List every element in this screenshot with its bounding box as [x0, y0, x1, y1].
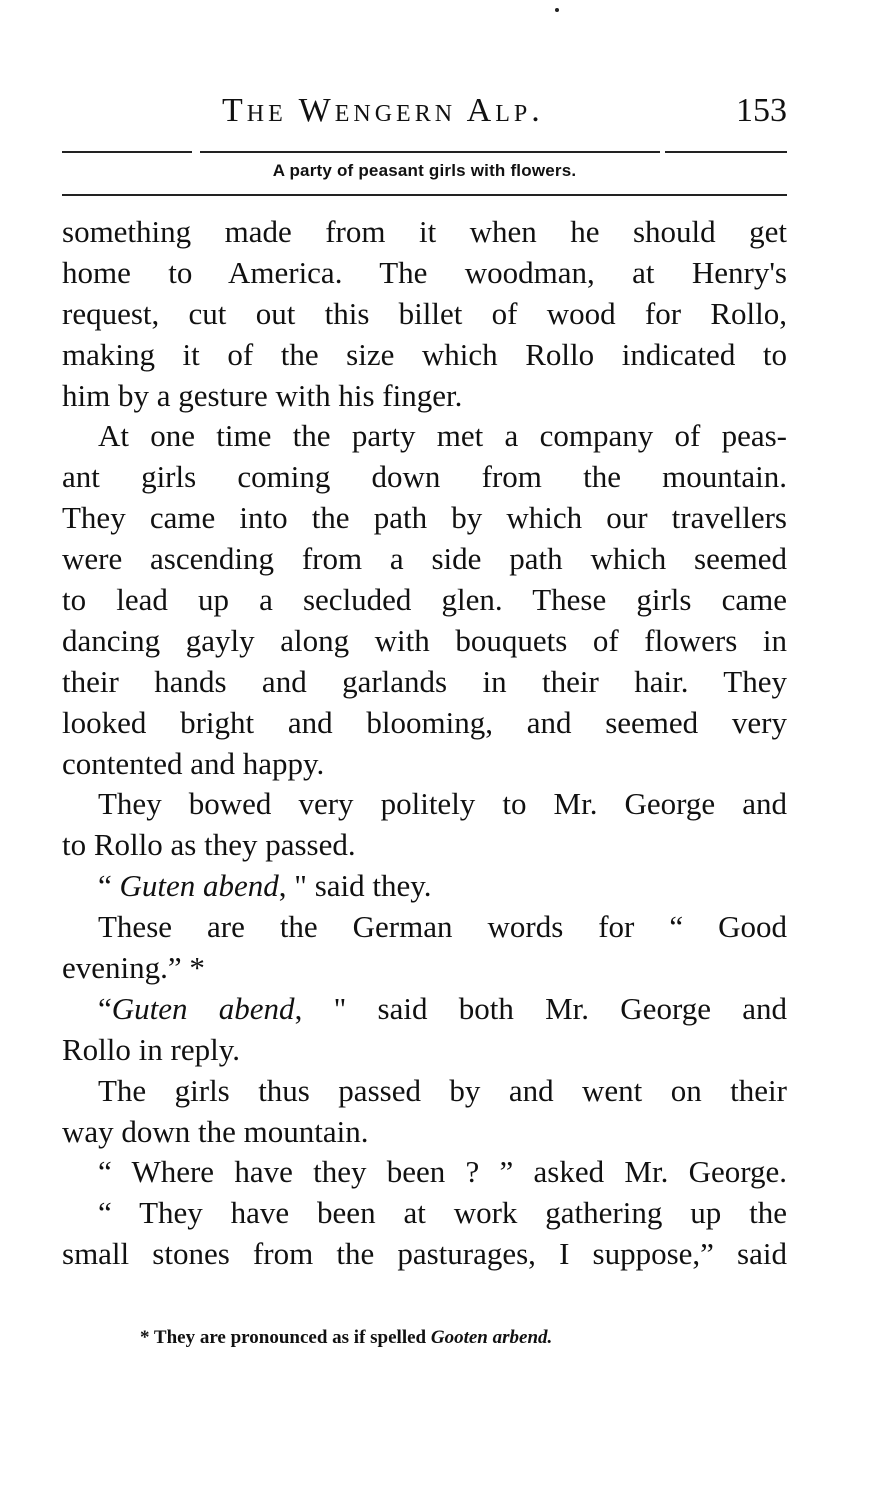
text-line: looked bright and blooming, and seemed very	[62, 704, 787, 740]
header-rule-right	[665, 151, 787, 153]
running-title: The Wengern Alp.	[222, 92, 544, 129]
text-line: home to America. The woodman, at Henry's	[62, 254, 787, 290]
running-head	[62, 92, 787, 132]
body-text	[62, 212, 787, 1275]
text-line: Rollo in reply.	[62, 1031, 240, 1067]
text-line: They came into the path by which our travellers	[62, 500, 787, 536]
text-line: request, cut out this billet of wood for Rollo,	[62, 295, 787, 331]
text-line: way down the mountain.	[62, 1113, 369, 1149]
dialogue-line	[62, 866, 787, 907]
footnote-pronunciation: Gooten arbend.	[430, 1327, 553, 1348]
footnote-text: They are pronounced as if spelled	[153, 1327, 427, 1348]
subhead-rule	[62, 194, 787, 196]
text-line: “ They have been at work gathering up the	[98, 1195, 787, 1231]
text-line: dancing gayly along with bouquets of flowers in	[62, 622, 787, 658]
open-quote: “	[98, 990, 112, 1026]
printer-mark	[555, 8, 559, 12]
text-line: small stones from the pasturages, I suppose,” said	[62, 1236, 787, 1272]
text-line: contented and happy.	[62, 745, 325, 781]
footnote	[140, 1327, 552, 1349]
text-line: evening.” *	[62, 950, 205, 986]
footnote-marker: *	[140, 1327, 150, 1348]
page-number: 153	[736, 92, 787, 129]
text-line: At one time the party met a company of peas-	[98, 418, 787, 454]
german-phrase: Guten abend	[111, 990, 295, 1026]
text-line: to Rollo as they passed.	[62, 827, 356, 863]
dialogue-tail: , " said they.	[278, 868, 432, 904]
dialogue-tail: , " said both Mr. George and	[294, 990, 787, 1026]
text-line: to lead up a secluded glen. These girls came	[62, 582, 787, 618]
text-line: These are the German words for “ Good	[98, 909, 787, 945]
dialogue-line	[62, 989, 787, 1030]
german-phrase: Guten abend	[119, 868, 279, 904]
text-line: him by a gesture with his finger.	[62, 377, 463, 413]
text-line: something made from it when he should get	[62, 214, 787, 249]
text-line: making it of the size which Rollo indicated to	[62, 336, 787, 372]
text-line: “ Where have they been ? ” asked Mr. George.	[98, 1154, 787, 1190]
open-quote: “	[98, 868, 112, 904]
header-rule-left	[62, 151, 192, 153]
text-line: were ascending from a side path which seemed	[62, 541, 787, 577]
text-line: They bowed very politely to Mr. George and	[98, 786, 787, 822]
text-line: their hands and garlands in their hair. They	[62, 663, 787, 699]
section-subhead: A party of peasant girls with flowers.	[272, 161, 577, 180]
header-rule-center	[200, 151, 660, 153]
text-line: The girls thus passed by and went on their	[98, 1072, 787, 1108]
text-line: ant girls coming down from the mountain.	[62, 459, 787, 495]
